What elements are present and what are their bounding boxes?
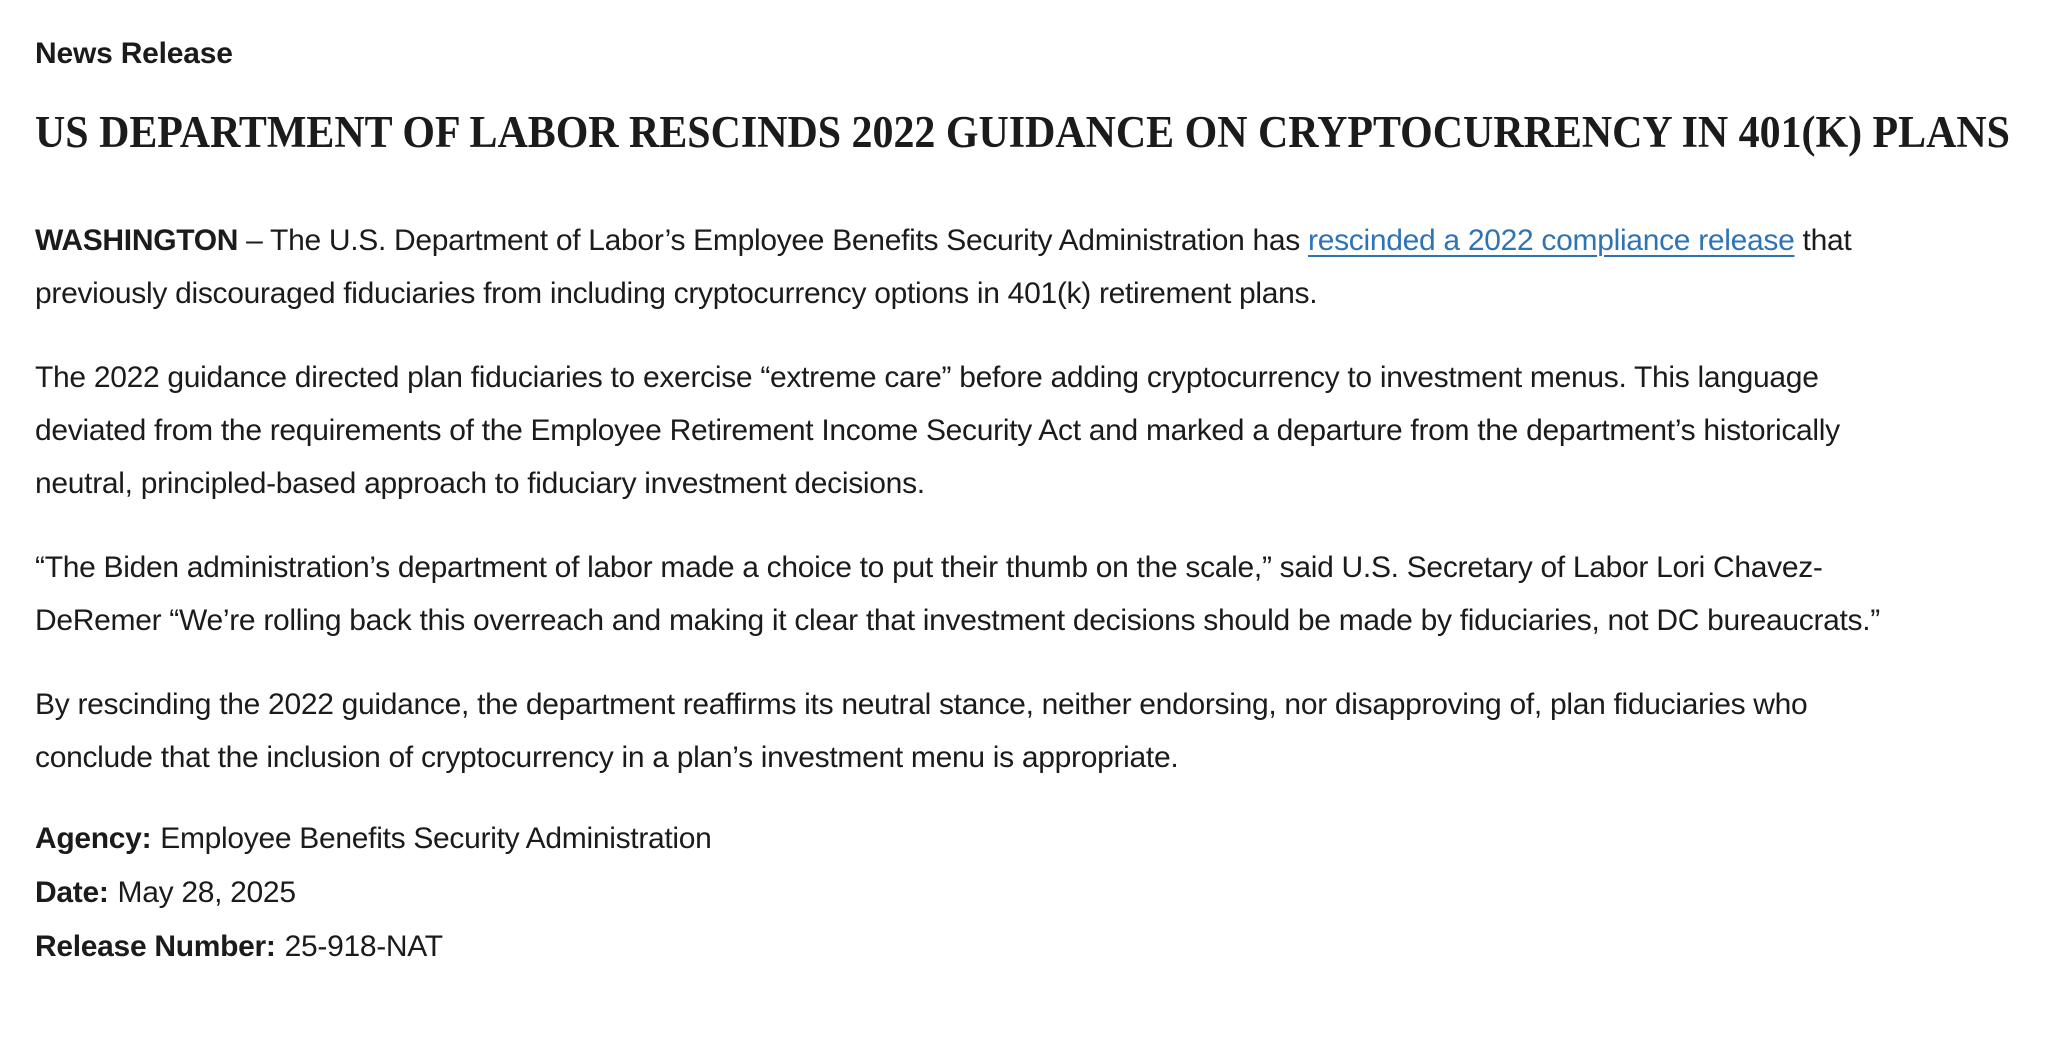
compliance-release-link[interactable]: rescinded a 2022 compliance release	[1308, 224, 1795, 257]
article-body	[35, 214, 1900, 784]
paragraph-3: “The Biden administration’s department of labor made a choice to put their thumb on the scale,” said U.S. Secretary of Labor Lori Chavez-DeRemer “We’re rolling back this overreach and making it clear that investment decisions should be made by fiduciaries, not DC bureaucrats.”	[35, 551, 1880, 637]
date-label: Date:	[35, 876, 109, 909]
meta-row-release-number	[35, 920, 2010, 974]
release-number-value: 25-918-NAT	[284, 930, 443, 963]
meta-row-date	[35, 866, 2010, 920]
dateline-washington: WASHINGTON	[35, 224, 239, 257]
date-value: May 28, 2025	[117, 876, 296, 909]
headline	[35, 106, 2010, 158]
paragraph-2: The 2022 guidance directed plan fiduciaries to exercise “extreme care” before adding cryptocurrency to investment menus. This language deviated from the requirements of the Employee Retirement Income Security Act and marked a departure from the department’s historically neutral, principled-based approach to fiduciary investment decisions.	[35, 361, 1840, 500]
release-number-label: Release Number:	[35, 930, 276, 963]
paragraph-4: By rescinding the 2022 guidance, the department reaffirms its neutral stance, neither endorsing, nor disapproving of, plan fiduciaries who conclude that the inclusion of cryptocurrency in a plan’s investment menu is appropriate.	[35, 688, 1808, 774]
agency-label: Agency:	[35, 822, 152, 855]
meta-section	[35, 812, 2010, 974]
headline-text: US DEPARTMENT OF LABOR RESCINDS 2022 GUIDANCE ON CRYPTOCURRENCY IN 401(K) PLANS	[35, 107, 2010, 157]
paragraph-1	[35, 214, 1900, 320]
news-release-kicker: News Release	[35, 37, 233, 70]
paragraph-1-before-link: – The U.S. Department of Labor’s Employee Benefits Security Administration has	[238, 224, 1309, 257]
meta-row-agency	[35, 812, 2010, 866]
paragraph-1-after-link: that previously discouraged fiduciaries from including cryptocurrency options in 401(k) retirement plans.	[35, 224, 1852, 310]
agency-value: Employee Benefits Security Administration	[160, 822, 712, 855]
headline-wrap	[35, 106, 2010, 158]
